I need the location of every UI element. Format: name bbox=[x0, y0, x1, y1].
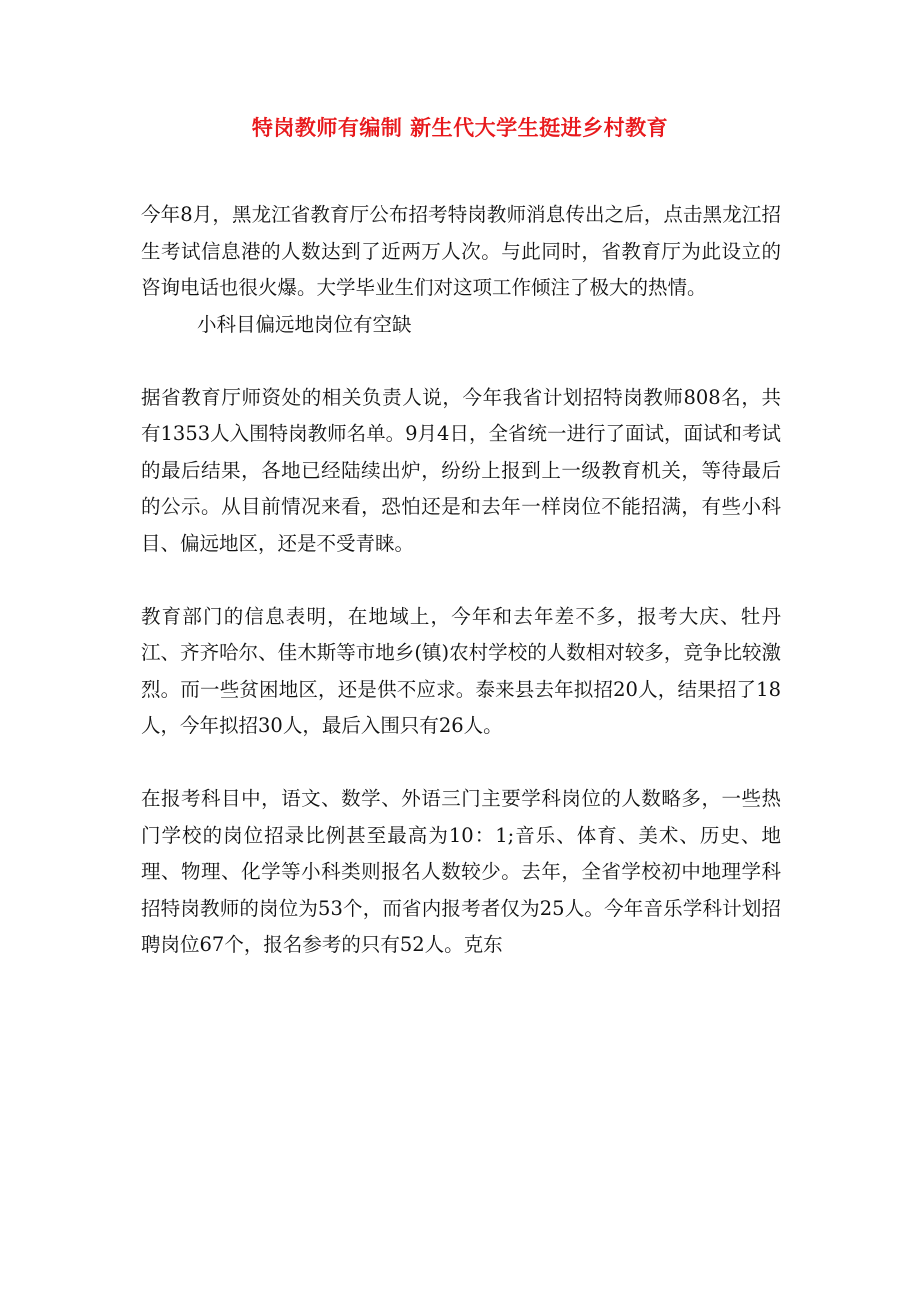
paragraph-intro: 今年8月，黑龙江省教育厅公布招考特岗教师消息传出之后，点击黑龙江招生考试信息港的人数达到了近两万人次。与此同时，省教育厅为此设立的咨询电话也很火爆。大学毕业生们对这项工作倾注了极大的热情。 bbox=[141, 203, 781, 299]
paragraph-gap bbox=[141, 343, 781, 380]
section-heading: 小科目偏远地岗位有空缺 bbox=[197, 312, 412, 336]
paragraph-gap bbox=[141, 562, 781, 599]
paragraph-recruitment: 据省教育厅师资处的相关负责人说，今年我省计划招特岗教师808名，共有1353人入围特岗教师名单。9月4日，全省统一进行了面试，面试和考试的最后结果，各地已经陆续出炉，纷纷上报到上一级教育机关，等待最后的公示。从目前情况来看，恐怕还是和去年一样岗位不能招满，有些小科目、偏远地区，还是不受青睐。 bbox=[141, 385, 781, 555]
paragraph-gap bbox=[141, 745, 781, 782]
paragraph-subjects: 在报考科目中，语文、数学、外语三门主要学科岗位的人数略多，一些热门学校的岗位招录比例甚至最高为10：1;音乐、体育、美术、历史、地理、物理、化学等小科类则报名人数较少。去年，全省学校初中地理学科招特岗教师的岗位为53个，而省内报考者仅为25人。今年音乐学科计划招聘岗位67个，报名参考的只有52人。克东 bbox=[141, 787, 781, 956]
paragraph-regions: 教育部门的信息表明，在地域上，今年和去年差不多，报考大庆、牡丹江、齐齐哈尔、佳木斯等市地乡(镇)农村学校的人数相对较多，竞争比较激烈。而一些贫困地区，还是供不应求。泰来县去年拟招20人，结果招了18人，今年拟招30人，最后入围只有26人。 bbox=[141, 604, 781, 737]
document-body bbox=[141, 197, 781, 964]
document-title: 特岗教师有编制 新生代大学生挺进乡村教育 bbox=[251, 115, 669, 140]
